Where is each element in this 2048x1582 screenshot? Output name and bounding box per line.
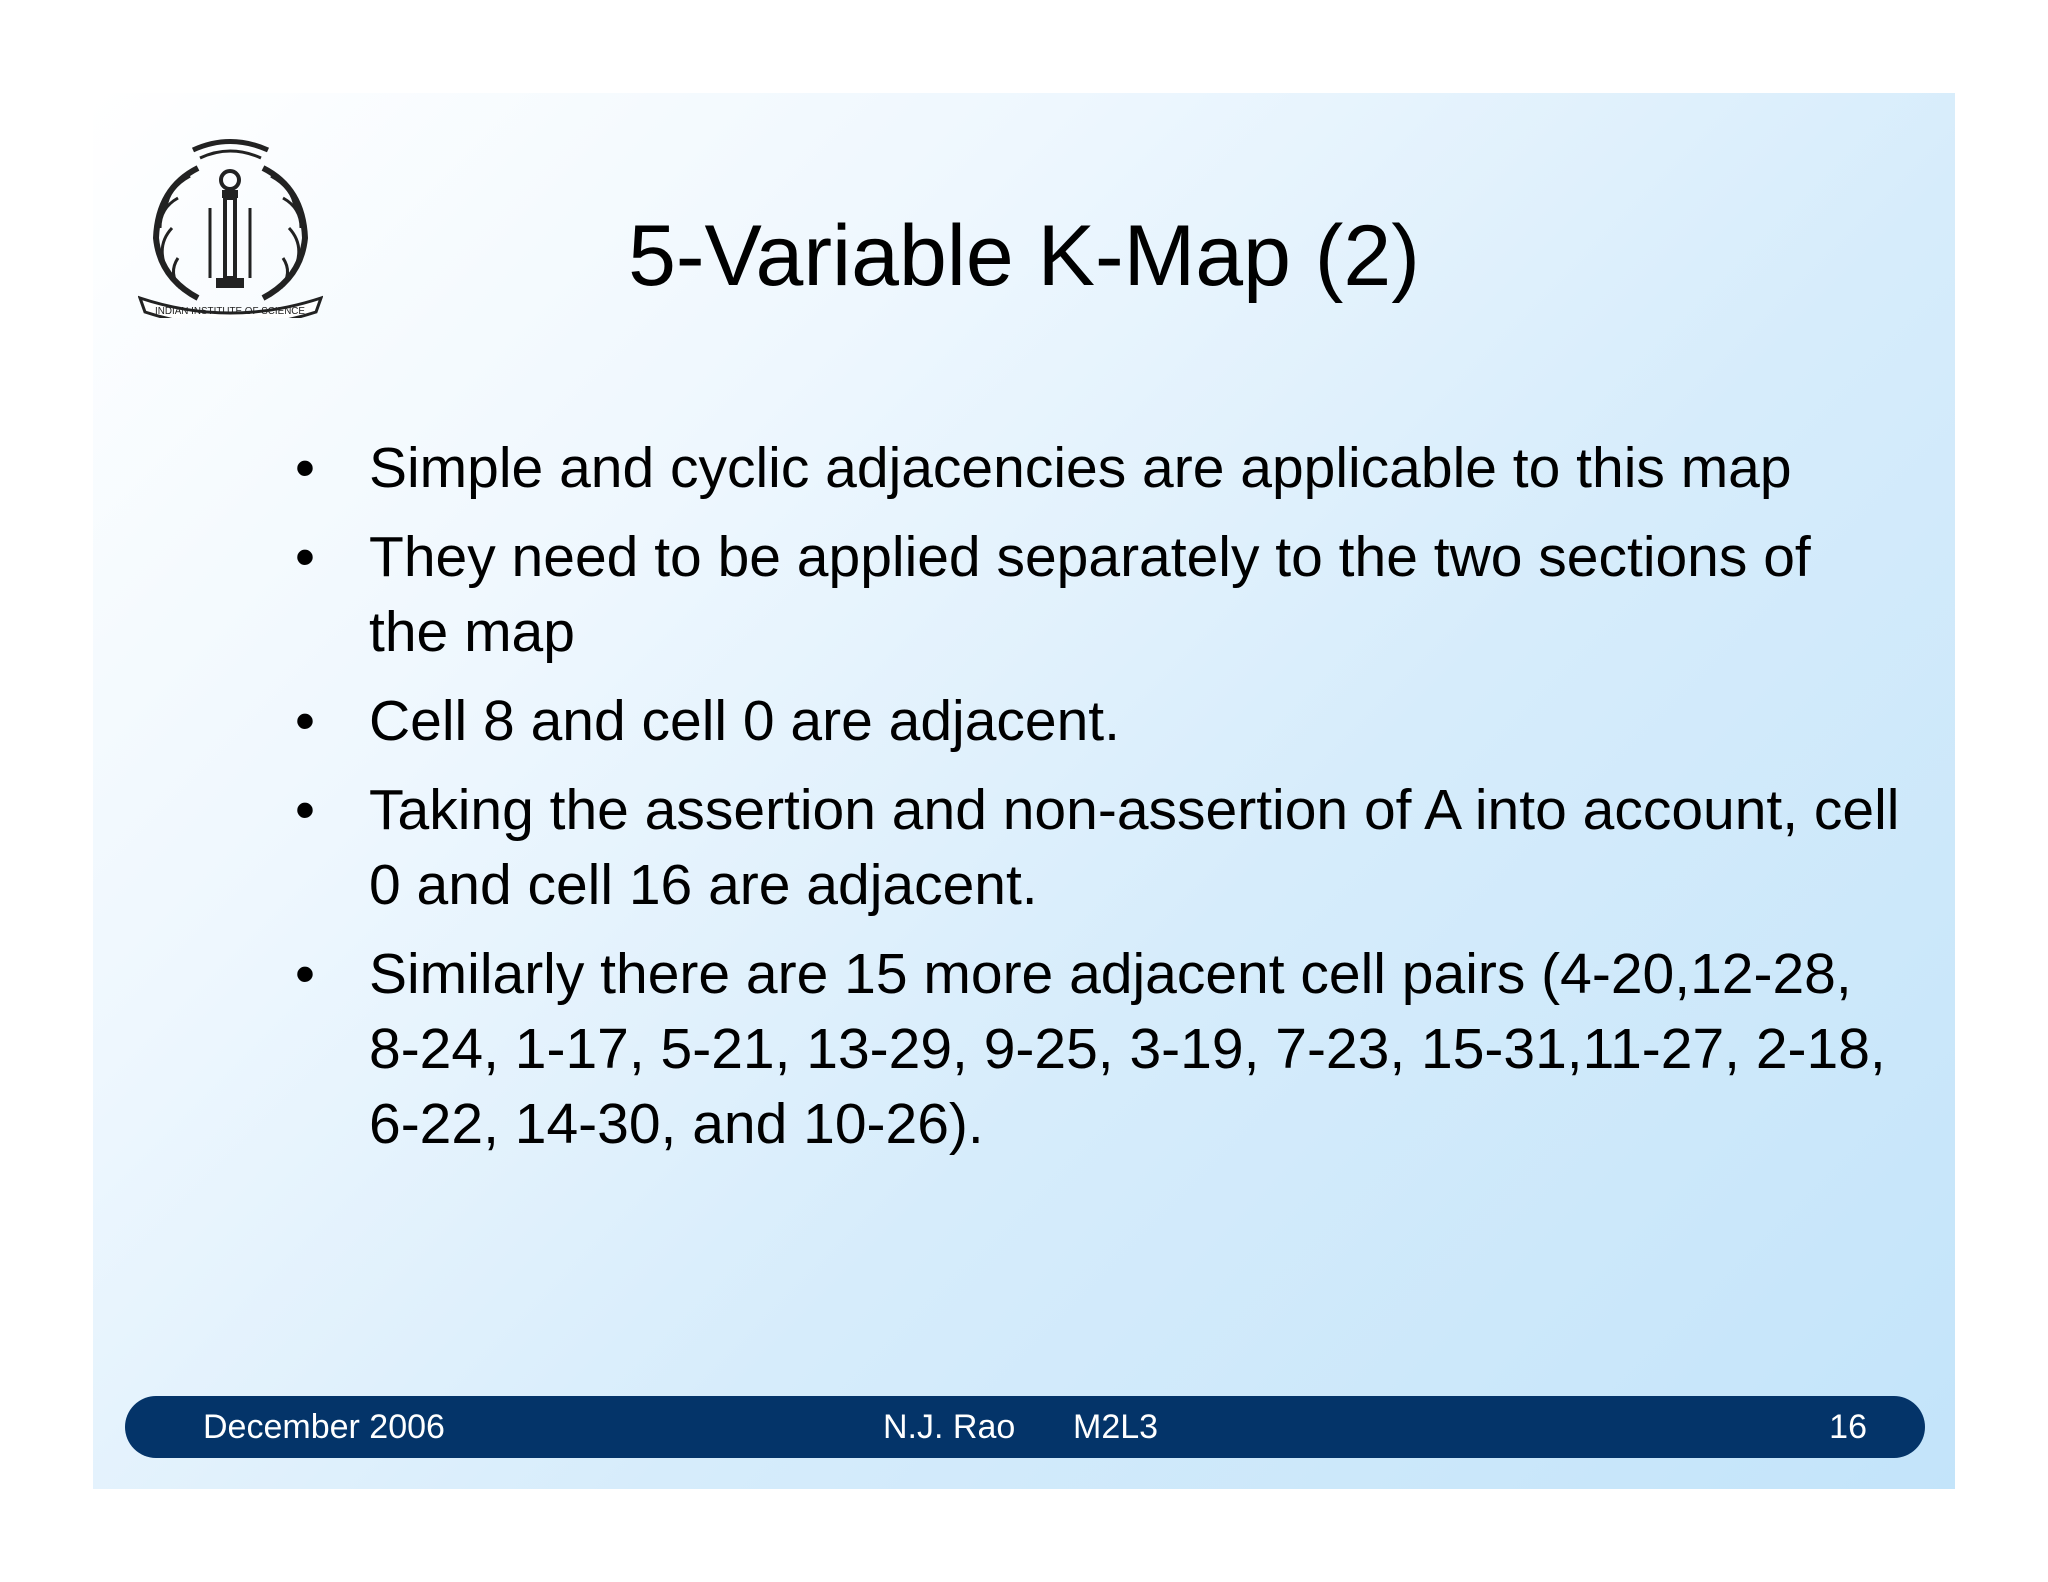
bullet-text: They need to be applied separately to the two sections of the map bbox=[369, 525, 1811, 664]
footer-author: N.J. Rao bbox=[883, 1408, 1016, 1446]
bullet-item bbox=[203, 773, 1903, 923]
footer-date: December 2006 bbox=[203, 1408, 445, 1446]
bullet-text: Simple and cyclic adjacencies are applicable to this map bbox=[369, 436, 1792, 500]
bullet-item bbox=[203, 431, 1903, 506]
slide bbox=[93, 93, 1955, 1489]
footer-bar bbox=[125, 1396, 1925, 1458]
bullet-item bbox=[203, 520, 1903, 670]
bullet-text: Cell 8 and cell 0 are adjacent. bbox=[369, 689, 1120, 753]
bullet-icon: • bbox=[295, 942, 315, 1006]
bullet-icon: • bbox=[295, 778, 315, 842]
bullet-item bbox=[203, 937, 1903, 1162]
bullet-text: Taking the assertion and non-assertion of A into account, cell 0 and cell 16 are adjacent. bbox=[369, 778, 1900, 917]
bullet-item bbox=[203, 684, 1903, 759]
bullet-icon: • bbox=[295, 525, 315, 589]
footer-page-number: 16 bbox=[1829, 1408, 1867, 1446]
slide-title: 5-Variable K-Map (2) bbox=[628, 208, 1420, 304]
bullet-text: Similarly there are 15 more adjacent cell pairs (4-20,12-28, 8-24, 1-17, 5-21, 13-29, 9-25, 3-19, 7-23, 15-31,11-27, 2-18, 6-22, 14-30, and 10-26). bbox=[369, 942, 1886, 1156]
footer-module-code: M2L3 bbox=[1073, 1408, 1159, 1446]
bullet-icon: • bbox=[295, 436, 315, 500]
bullet-icon: • bbox=[295, 689, 315, 753]
svg-text:INDIAN INSTITUTE OF SCIENCE: INDIAN INSTITUTE OF SCIENCE bbox=[155, 306, 306, 317]
bullet-list bbox=[203, 431, 1903, 1176]
